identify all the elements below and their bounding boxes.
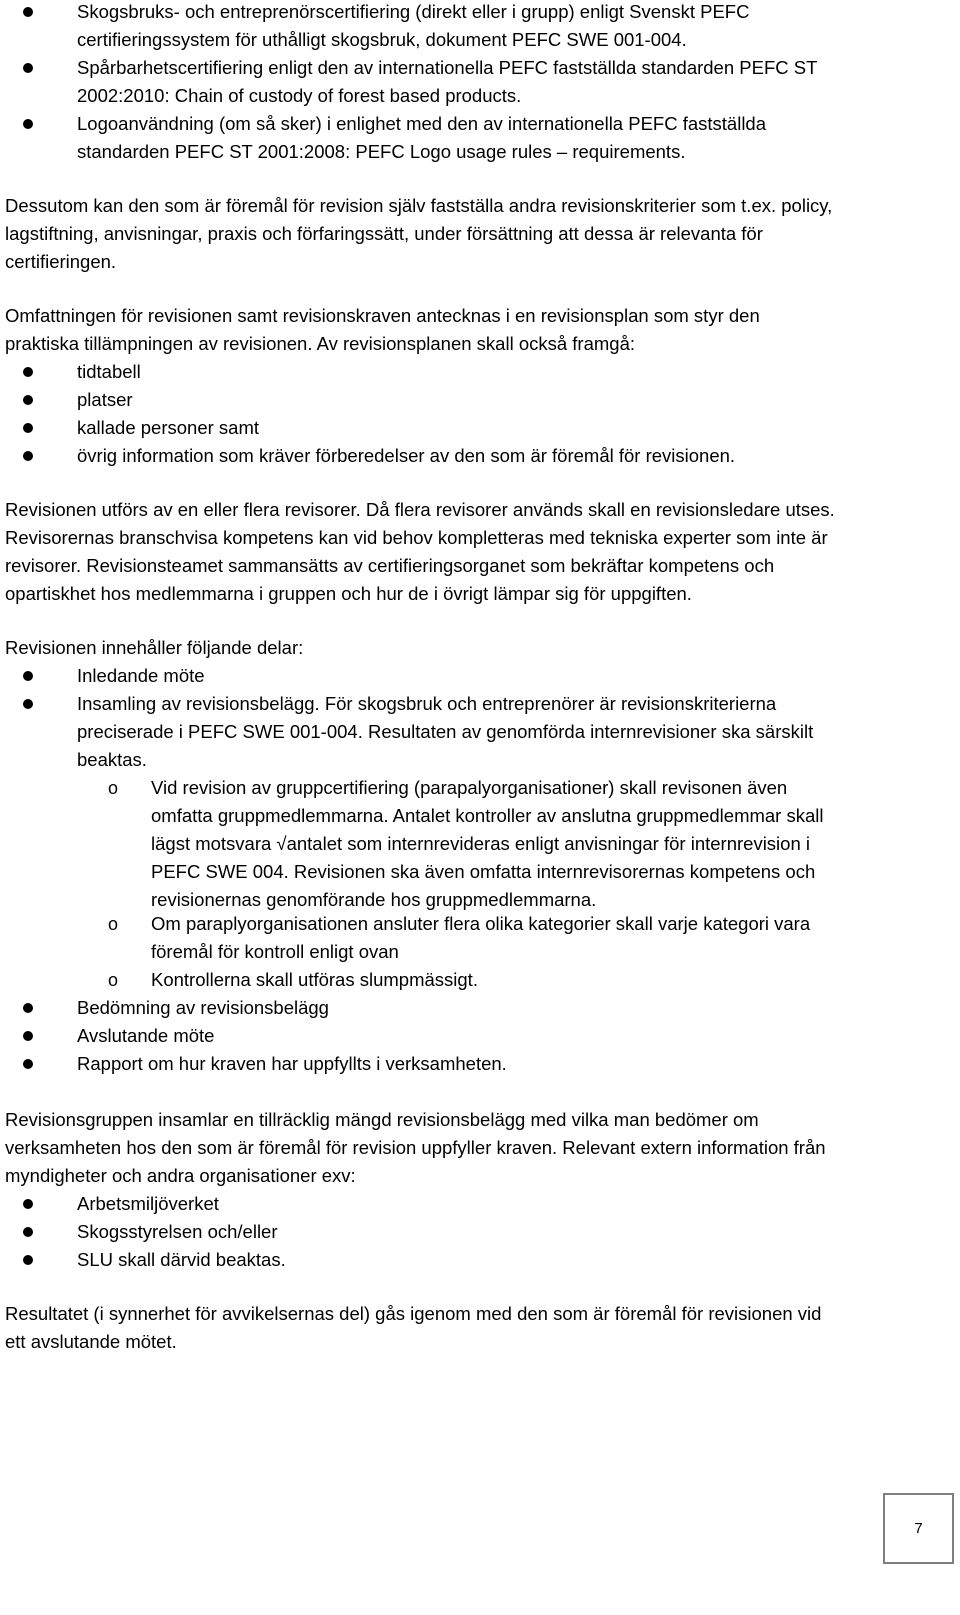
paragraph-line: Revisorernas branschvisa kompetens kan vid behov kompletteras med tekniska experter som inte är: [5, 527, 828, 548]
paragraph-line: ett avslutande mötet.: [5, 1331, 177, 1352]
text-line: standarden PEFC ST 2001:2008: PEFC Logo usage rules – requirements.: [77, 141, 686, 162]
list-item: beaktas.: [77, 749, 147, 770]
list-item: Skogsstyrelsen och/eller: [77, 1221, 278, 1242]
list-item: Bedömning av revisionsbelägg: [77, 997, 329, 1018]
bullet-icon: [23, 1199, 33, 1209]
list-item: preciserade i PEFC SWE 001-004. Resultaten av genomförda internrevisioner ska särskilt: [77, 721, 814, 742]
list-item: kallade personer samt: [77, 417, 260, 438]
list-item: SLU skall därvid beaktas.: [77, 1249, 286, 1270]
list-item: tidtabell: [77, 361, 141, 382]
bullet-icon: [23, 1059, 33, 1069]
text-line: certifieringssystem för uthålligt skogsbruk, dokument PEFC SWE 001-004.: [77, 29, 687, 50]
sub-list-item: PEFC SWE 004. Revisionen ska även omfatta internrevisorernas kompetens och: [151, 861, 816, 882]
paragraph-line: Resultatet (i synnerhet för avvikelsernas del) gås igenom med den som är föremål för revisionen vid: [5, 1303, 822, 1324]
text-line: Spårbarhetscertifiering enligt den av internationella PEFC fastställda standarden PEFC ST: [77, 57, 818, 78]
sub-bullet-icon: o: [108, 778, 119, 798]
paragraph-line: certifieringen.: [5, 251, 117, 272]
list-item: övrig information som kräver förberedelser av den som är föremål för revisionen.: [77, 445, 736, 466]
bullet-icon: [23, 699, 33, 709]
bullet-icon: [23, 671, 33, 681]
bullet-icon: [23, 119, 33, 129]
paragraph-line: praktiska tillämpningen av revisionen. Av revisionsplanen skall också framgå:: [5, 333, 636, 354]
list-item: Insamling av revisionsbelägg. För skogsbruk och entreprenörer är revisionskriterierna: [77, 693, 777, 714]
paragraph-line: Revisionen utförs av en eller flera revisorer. Då flera revisorer används skall en revisionsledare utses.: [5, 499, 835, 520]
page-number-box: [883, 1493, 954, 1564]
paragraph-line: myndigheter och andra organisationer exv:: [5, 1165, 356, 1186]
bullet-icon: [23, 395, 33, 405]
sub-list-item: Vid revision av gruppcertifiering (parapalyorganisationer) skall revisonen även: [151, 777, 788, 798]
sub-bullet-icon: o: [108, 914, 119, 934]
bullet-icon: [23, 63, 33, 73]
paragraph-line: Omfattningen för revisionen samt revisionskraven antecknas i en revisionsplan som styr den: [5, 305, 760, 326]
paragraph-line: opartiskhet hos medlemmarna i gruppen och hur de i övrigt lämpar sig för uppgiften.: [5, 583, 692, 604]
paragraph-line: Revisionen innehåller följande delar:: [5, 637, 304, 658]
bullet-icon: [23, 1003, 33, 1013]
text-line: 2002:2010: Chain of custody of forest based products.: [77, 85, 522, 106]
sub-list-item: Kontrollerna skall utföras slumpmässigt.: [151, 969, 478, 990]
text-line: Logoanvändning (om så sker) i enlighet med den av internationella PEFC fastställda: [77, 113, 767, 134]
sub-list-item: föremål för kontroll enligt ovan: [151, 941, 399, 962]
page-number: 7: [914, 1520, 923, 1537]
bullet-icon: [23, 1255, 33, 1265]
paragraph-line: verksamheten hos den som är föremål för revision uppfyller kraven. Relevant extern information från: [5, 1137, 826, 1158]
bullet-icon: [23, 1031, 33, 1041]
list-item: Inledande möte: [77, 665, 205, 686]
sub-list-item: revisionernas genomförande hos gruppmedlemmarna.: [151, 889, 597, 910]
bullet-icon: [23, 1227, 33, 1237]
paragraph-line: revisorer. Revisionsteamet sammansätts av certifieringsorganet som bekräftar kompetens och: [5, 555, 775, 576]
sub-list-item: Om paraplyorganisationen ansluter flera olika kategorier skall varje kategori vara: [151, 913, 811, 934]
sub-list-item: omfatta gruppmedlemmarna. Antalet kontroller av anslutna gruppmedlemmar skall: [151, 805, 824, 826]
list-item: platser: [77, 389, 133, 410]
bullet-icon: [23, 451, 33, 461]
paragraph-line: Revisionsgruppen insamlar en tillräcklig mängd revisionsbelägg med vilka man bedömer om: [5, 1109, 759, 1130]
paragraph-line: Dessutom kan den som är föremål för revision själv fastställa andra revisionskriterier som t.ex. policy,: [5, 195, 833, 216]
bullet-icon: [23, 423, 33, 433]
list-item: Avslutande möte: [77, 1025, 215, 1046]
bullet-icon: [23, 7, 33, 17]
text-line: Skogsbruks- och entreprenörscertifiering (direkt eller i grupp) enligt Svenskt PEFC: [77, 1, 750, 22]
bullet-icon: [23, 367, 33, 377]
list-item: Arbetsmiljöverket: [77, 1193, 219, 1214]
sub-bullet-icon: o: [108, 970, 119, 990]
sub-list-item: lägst motsvara √antalet som internrevideras enligt anvisningar för internrevision i: [151, 833, 810, 854]
paragraph-line: lagstiftning, anvisningar, praxis och förfaringssätt, under försättning att dessa är relevanta för: [5, 223, 763, 244]
list-item: Rapport om hur kraven har uppfyllts i verksamheten.: [77, 1053, 507, 1074]
